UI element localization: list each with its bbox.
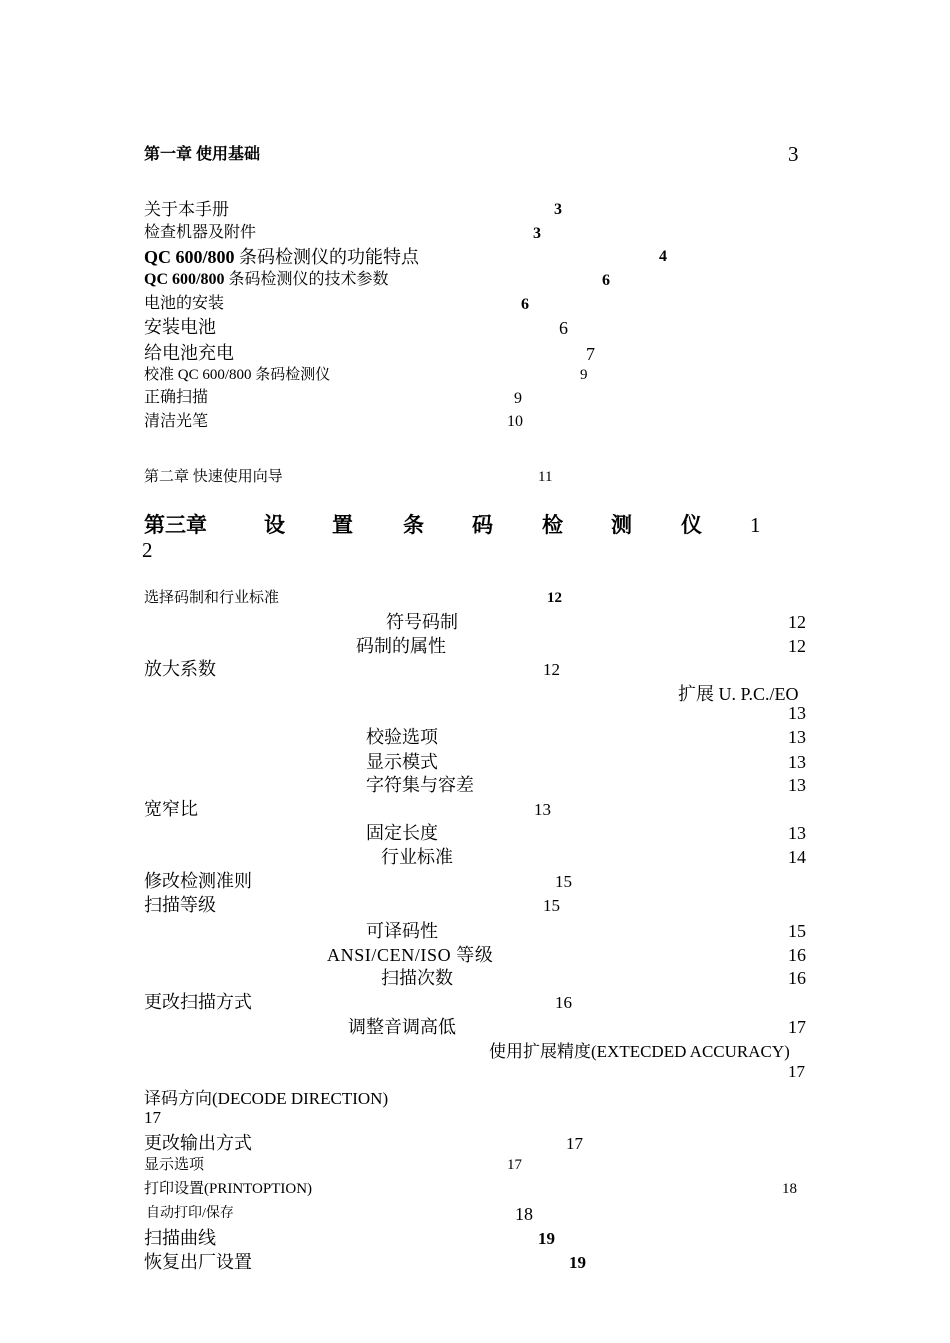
- toc-entry-page: 12: [788, 636, 806, 656]
- toc-entry-page: 13: [534, 800, 551, 819]
- chapter-3-title-part: 设: [264, 513, 285, 537]
- toc-entry-page: 14: [788, 847, 806, 867]
- toc-entry-label: 正确扫描: [144, 389, 209, 406]
- toc-entry-page: 13: [788, 823, 806, 843]
- toc-entry-page: 17: [507, 1157, 522, 1173]
- toc-entry-label: 扫描次数: [381, 968, 453, 988]
- toc-entry-page: 7: [586, 344, 595, 364]
- toc-entry-label: 宽窄比: [144, 799, 198, 819]
- toc-entry-page: 13: [788, 727, 806, 747]
- chapter-3-title-part: 置: [332, 513, 353, 537]
- toc-entry-label: 更改输出方式: [144, 1133, 252, 1153]
- toc-entry-page: 12: [543, 660, 560, 679]
- toc-entry-label: 修改检测准则: [144, 871, 252, 891]
- toc-entry-page: 6: [559, 318, 568, 338]
- chapter-1-title: 第一章 使用基础: [144, 146, 261, 163]
- toc-entry-page: 16: [555, 993, 572, 1012]
- toc-entry-page: 12: [547, 590, 562, 606]
- toc-entry-page: 15: [543, 896, 560, 915]
- toc-entry-page: 18: [782, 1181, 797, 1197]
- toc-entry-page: 9: [580, 367, 588, 383]
- toc-entry-label: 显示选项: [144, 1157, 205, 1173]
- toc-entry-label: 安装电池: [144, 317, 216, 337]
- chapter-3-page-part: 1: [750, 513, 761, 537]
- toc-entry-label: 检查机器及附件: [144, 224, 257, 241]
- toc-entry-label: 电池的安装: [144, 295, 225, 312]
- toc-entry-label: ANSI/CEN/ISO 等级: [327, 945, 494, 965]
- toc-entry-label: 扫描等级: [144, 895, 216, 915]
- toc-entry-page: 13: [788, 752, 806, 772]
- toc-entry-page: 6: [521, 296, 529, 313]
- toc-entry-label: 符号码制: [386, 612, 458, 632]
- toc-entry-page: 16: [788, 945, 806, 965]
- toc-entry-label: 译码方向(DECODE DIRECTION): [144, 1089, 389, 1108]
- toc-entry-page: 3: [554, 201, 562, 218]
- toc-entry-label: 调整音调高低: [348, 1017, 456, 1037]
- toc-entry-page: 13: [788, 703, 806, 723]
- chapter-1-page: 3: [788, 142, 799, 166]
- chapter-2-title: 第二章 快速使用向导: [144, 469, 283, 485]
- toc-entry-page: 16: [788, 968, 806, 988]
- toc-entry-label: 校验选项: [366, 727, 438, 747]
- toc-entry-page: 4: [659, 248, 667, 265]
- toc-entry-page: 17: [788, 1062, 805, 1081]
- toc-entry-label: 可译码性: [366, 921, 438, 941]
- toc-entry-label: 使用扩展精度(EXTECDED ACCURACY): [489, 1042, 790, 1061]
- chapter-3-title-part: 检: [542, 513, 563, 537]
- toc-entry-label: QC 600/800 条码检测仪的功能特点: [144, 247, 420, 267]
- toc-entry-label: 恢复出厂设置: [144, 1252, 252, 1272]
- toc-entry-page: 19: [538, 1229, 555, 1248]
- toc-entry-label: 字符集与容差: [366, 775, 474, 795]
- toc-entry-label: QC 600/800 条码检测仪的技术参数: [144, 271, 389, 288]
- chapter-3-title-part: 条: [403, 513, 424, 537]
- toc-entry-label: 扩展 U. P.C./EO: [678, 684, 799, 704]
- toc-entry-label: 清洁光笔: [144, 413, 209, 430]
- toc-entry-page: 15: [788, 921, 806, 941]
- chapter-3-title-part: 码: [472, 513, 493, 537]
- chapter-3-title-part: 测: [611, 513, 632, 537]
- toc-entry-page: 6: [602, 272, 610, 289]
- chapter-3-title-part: 仪: [681, 513, 702, 537]
- toc-entry-label: 行业标准: [381, 847, 453, 867]
- toc-entry-label: 给电池充电: [144, 343, 234, 363]
- toc-entry-label: 扫描曲线: [144, 1228, 216, 1248]
- toc-entry-label: 选择码制和行业标准: [144, 590, 280, 606]
- toc-entry-label: 放大系数: [144, 659, 216, 679]
- chapter-3-title-part: 第三章: [144, 513, 207, 537]
- toc-entry-page: 3: [533, 225, 541, 242]
- toc-entry-page: 15: [555, 872, 572, 891]
- toc-entry-page: 9: [514, 390, 522, 407]
- chapter-2-page: 11: [538, 469, 553, 485]
- toc-entry-page: 10: [507, 413, 523, 430]
- toc-entry-page: 17: [788, 1017, 806, 1037]
- toc-entry-page: 17: [144, 1108, 161, 1127]
- toc-entry-label: 打印设置(PRINTOPTION): [144, 1181, 313, 1197]
- toc-entry-label: 校准 QC 600/800 条码检测仪: [144, 367, 331, 383]
- toc-entry-page: 12: [788, 612, 806, 632]
- chapter-3-page-wrap: 2: [142, 538, 153, 562]
- toc-entry-page: 19: [569, 1253, 586, 1272]
- toc-entry-label: 显示模式: [366, 752, 438, 772]
- toc-entry-page: 17: [566, 1134, 583, 1153]
- toc-entry-page: 18: [515, 1204, 533, 1224]
- toc-entry-label: 固定长度: [366, 823, 438, 843]
- toc-entry-label: 关于本手册: [144, 200, 229, 219]
- toc-entry-label: 自动打印/保存: [146, 1206, 234, 1221]
- toc-entry-label: 码制的属性: [356, 636, 446, 656]
- toc-entry-label: 更改扫描方式: [144, 992, 252, 1012]
- toc-entry-page: 13: [788, 775, 806, 795]
